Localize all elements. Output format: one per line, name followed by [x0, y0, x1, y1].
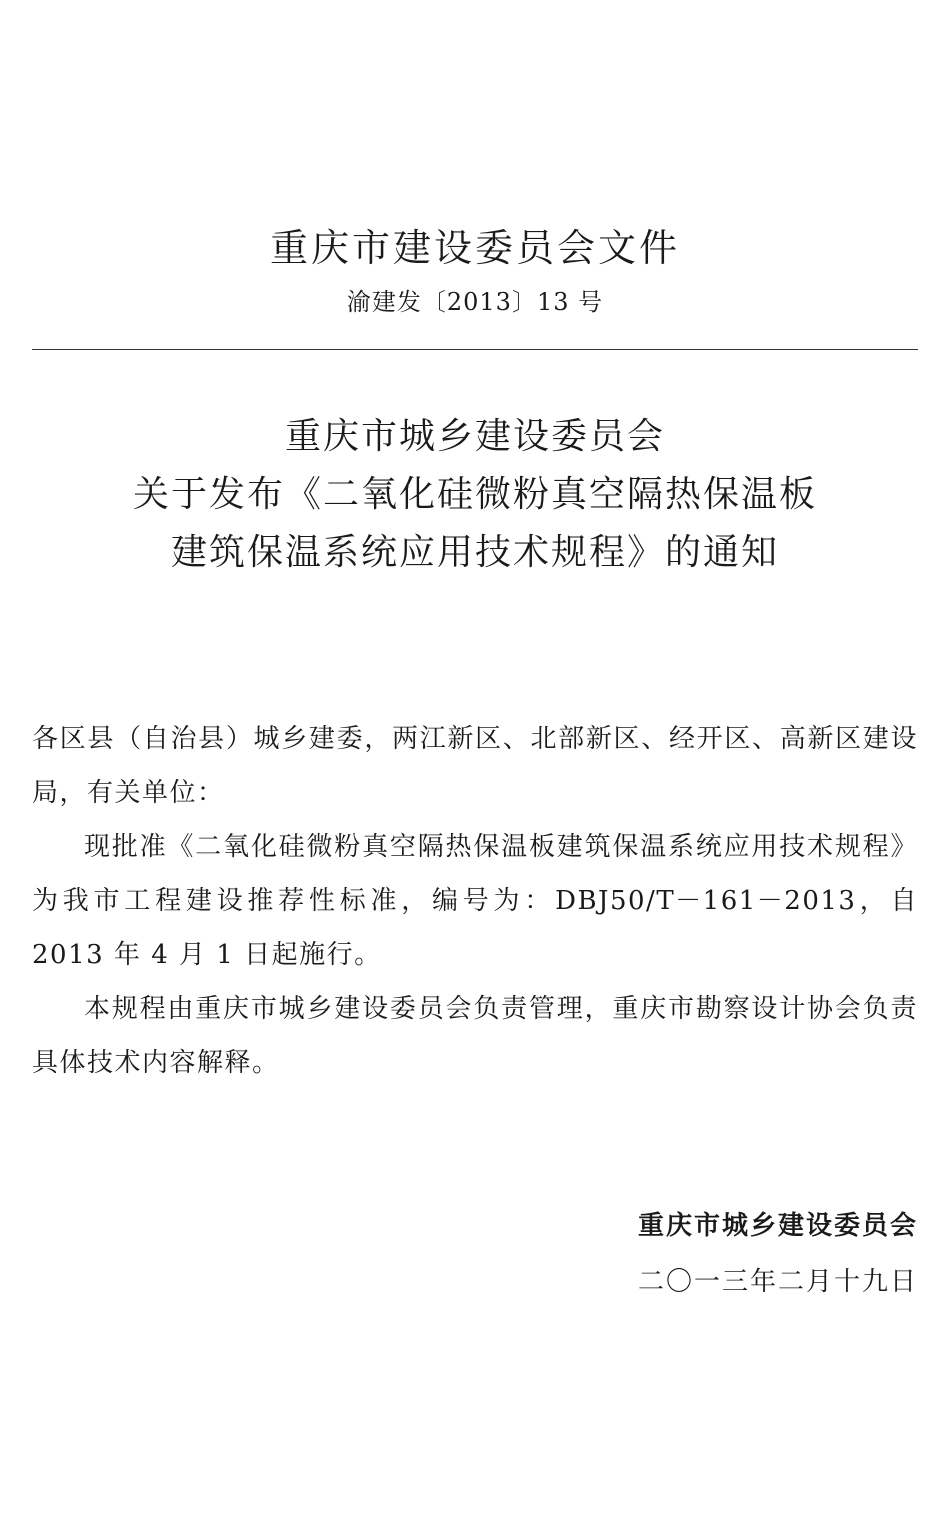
salutation: 各区县（自治县）城乡建委，两江新区、北部新区、经开区、高新区建设局，有关单位：: [32, 724, 918, 808]
notice-title-line-2: 关于发布《二氧化硅微粉真空隔热保温板: [132, 474, 817, 515]
notice-title-line-1: 重庆市城乡建设委员会: [284, 416, 665, 457]
body-paragraph-management: 本规程由重庆市城乡建设委员会负责管理，重庆市勘察设计协会负责具体技术内容解释。: [32, 994, 918, 1078]
signature-date: 二〇一三年二月十九日: [637, 1267, 918, 1297]
signature-organization: 重庆市城乡建设委员会: [637, 1211, 918, 1241]
notice-title: [0, 408, 950, 582]
signature-block: [638, 1198, 918, 1310]
issuer-title: 重庆市建设委员会文件: [269, 226, 680, 270]
notice-title-line-3: 建筑保温系统应用技术规程》的通知: [170, 532, 779, 573]
body-paragraph-approval: 现批准《二氧化硅微粉真空隔热保温板建筑保温系统应用技术规程》为我市工程建设推荐性标准，编号为：DBJ50/T－161－2013，自 2013 年 4 月 1 日起施行。: [32, 832, 918, 970]
document-number: 渝建发〔2013〕13 号: [346, 288, 604, 316]
header-divider: [32, 349, 918, 350]
notice-body: [32, 712, 918, 1090]
